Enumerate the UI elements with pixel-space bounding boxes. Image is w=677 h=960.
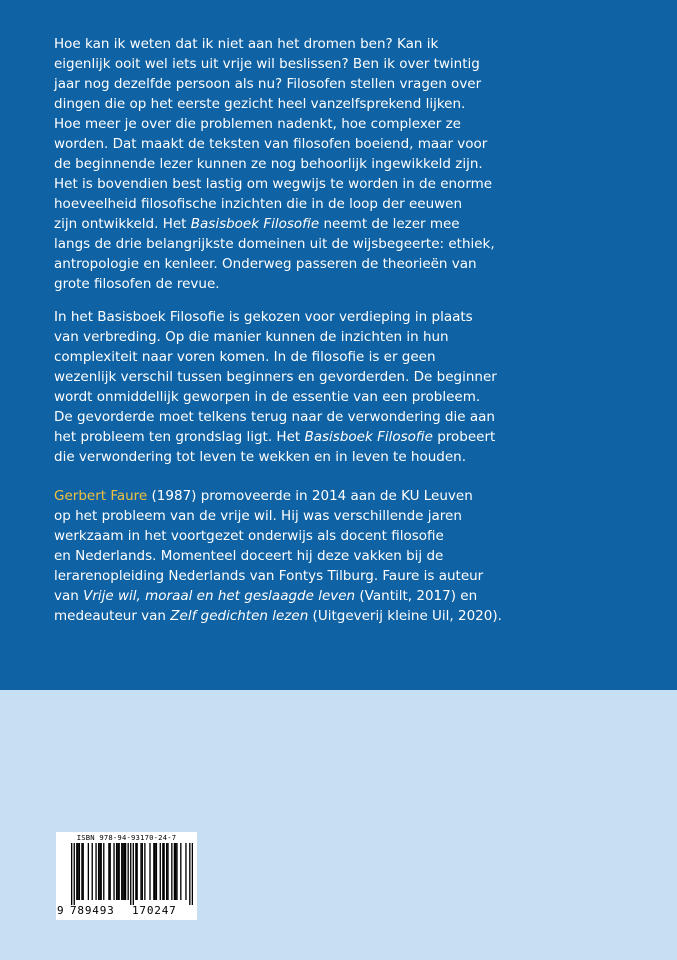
text-segment: de beginnende lezer kunnen ze nog behoorlijk ingewikkeld zijn. xyxy=(54,156,483,172)
text-segment: van verbreding. Op die manier kunnen de inzichten in hun xyxy=(54,329,449,345)
barcode-right-group: 170247 xyxy=(132,904,177,917)
text-segment: lerarenopleiding Nederlands van Fontys Tilburg. Faure is auteur xyxy=(54,568,484,584)
barcode-bar xyxy=(175,843,176,900)
barcode-bar xyxy=(81,843,82,900)
barcode-bar xyxy=(101,843,102,900)
barcode-bar xyxy=(136,843,137,900)
barcode-bar xyxy=(88,843,89,900)
text-line xyxy=(54,94,474,114)
barcode-bar xyxy=(125,843,126,900)
text-segment: (Vantilt, 2017) en xyxy=(355,588,478,604)
text-line xyxy=(54,214,474,234)
text-segment: het probleem ten grondslag ligt. Het xyxy=(54,429,305,445)
text-line xyxy=(54,274,474,294)
text-line xyxy=(54,194,474,214)
text-line xyxy=(54,586,478,606)
barcode-bar xyxy=(98,843,99,900)
barcode-guard-bar xyxy=(130,843,131,905)
isbn-barcode xyxy=(56,832,197,920)
text-line xyxy=(54,387,481,407)
barcode-bar xyxy=(176,843,177,900)
text-line xyxy=(54,254,477,274)
barcode-bar xyxy=(119,843,120,900)
text-segment: Hoe kan ik weten dat ik niet aan het dromen ben? Kan ik xyxy=(54,36,439,52)
barcode-bar xyxy=(124,843,125,900)
italic-title: Vrije wil, moraal en het geslaagde leven xyxy=(83,588,356,604)
barcode-bar xyxy=(162,843,163,900)
author-bio-paragraph xyxy=(54,486,502,626)
text-segment: van xyxy=(54,588,84,604)
barcode-bar xyxy=(77,843,78,900)
blurb-paragraph-1 xyxy=(54,34,495,294)
text-segment: In het Basisboek Filosofie is gekozen voor verdieping in plaats xyxy=(54,309,473,325)
barcode-bar xyxy=(135,843,136,900)
text-line xyxy=(54,307,474,327)
text-line xyxy=(54,526,474,546)
text-line xyxy=(54,606,502,626)
text-line xyxy=(54,427,496,447)
text-segment: worden. Dat maakt de teksten van filosofen boeiend, maar voor xyxy=(54,136,488,152)
italic-title: Zelf gedichten lezen xyxy=(170,608,309,624)
barcode-bar xyxy=(142,843,143,900)
barcode-left-group: 789493 xyxy=(70,904,115,917)
barcode-bar xyxy=(166,843,167,900)
text-segment: langs de drie belangrijkste domeinen uit de wijsbegeerte: ethiek, xyxy=(54,236,495,252)
barcode-bar xyxy=(128,843,129,900)
barcode-bar xyxy=(116,843,117,900)
text-line xyxy=(54,74,482,94)
text-segment: probeert xyxy=(432,429,496,445)
italic-title: Basisboek Filosofie xyxy=(190,216,320,232)
text-line xyxy=(54,114,474,134)
barcode-bar xyxy=(122,843,123,900)
author-bio-line xyxy=(54,486,474,506)
text-segment: jaar nog dezelfde persoon als nu? Filosofen stellen vragen over xyxy=(54,76,482,92)
text-segment: op het probleem van de vrije wil. Hij was verschillende jaren xyxy=(54,508,462,524)
barcode-bar xyxy=(174,843,175,900)
barcode-bar xyxy=(108,843,109,900)
text-segment: wordt onmiddellijk geworpen in de essentie van een probleem. xyxy=(54,389,481,405)
barcode-bar xyxy=(113,843,114,900)
text-line xyxy=(54,566,484,586)
barcode-bar xyxy=(83,843,84,900)
barcode-guard-bar xyxy=(71,843,72,905)
barcode-bar xyxy=(110,843,111,900)
italic-title: Basisboek Filosofie xyxy=(304,429,433,445)
barcode-bars xyxy=(60,843,193,905)
barcode-bar xyxy=(167,843,168,900)
text-segment: en Nederlands. Momenteel doceert hij deze vakken bij de xyxy=(54,548,444,564)
barcode-bar xyxy=(117,843,118,900)
blurb-paragraph-2 xyxy=(54,307,497,467)
barcode-bar xyxy=(163,843,164,900)
author-name: Gerbert Faure xyxy=(54,488,148,504)
text-segment: antropologie en kenleer. Onderweg passeren de theorieën van xyxy=(54,256,477,272)
text-segment: wezenlijk verschil tussen beginners en gevorderden. De beginner xyxy=(54,369,497,385)
text-line xyxy=(54,327,474,347)
barcode-guard-bar xyxy=(192,843,193,905)
barcode-bar xyxy=(103,843,104,900)
text-line xyxy=(54,407,495,427)
isbn-label: ISBN 978-94-93170-24-7 xyxy=(76,833,177,842)
barcode-bar xyxy=(79,843,80,900)
barcode-lead-digit: 9 xyxy=(57,904,64,917)
text-line xyxy=(54,154,483,174)
text-segment: (Uitgeverij kleine Uil, 2020). xyxy=(308,608,502,624)
text-line xyxy=(54,134,488,154)
barcode-bar xyxy=(156,843,157,900)
text-segment: (1987) promoveerde in 2014 aan de KU Leuven xyxy=(147,488,473,504)
barcode-bar xyxy=(160,843,161,900)
text-segment: eigenlijk ooit wel iets uit vrije wil beslissen? Ben ik over twintig xyxy=(54,56,480,72)
text-line xyxy=(54,234,495,254)
barcode-guard-bar xyxy=(133,843,134,905)
barcode-bar xyxy=(121,843,122,900)
text-line xyxy=(54,447,474,467)
barcode-bar xyxy=(76,843,77,900)
text-segment: werkzaam in het voortgezet onderwijs als docent filosofie xyxy=(54,528,444,544)
text-line xyxy=(54,174,493,194)
text-line xyxy=(54,367,497,387)
text-segment: dingen die op het eerste gezicht heel vanzelfsprekend lijken. xyxy=(54,96,466,112)
barcode-bar xyxy=(92,843,93,900)
text-line xyxy=(54,347,474,367)
text-segment: die verwondering tot leven te wekken en in leven te houden. xyxy=(54,449,467,465)
text-line xyxy=(54,34,474,54)
barcode-bar xyxy=(171,843,172,900)
barcode-bar xyxy=(140,843,141,900)
text-segment: De gevorderde moet telkens terug naar de verwondering die aan xyxy=(54,409,495,425)
text-line xyxy=(54,546,474,566)
barcode-bar xyxy=(144,843,145,900)
barcode-bar xyxy=(153,843,154,900)
barcode-guard-bar xyxy=(74,843,75,905)
barcode-bar xyxy=(95,843,96,900)
text-segment: neemt de lezer mee xyxy=(319,216,460,232)
text-line xyxy=(54,54,480,74)
text-line xyxy=(54,506,474,526)
barcode-bar xyxy=(180,843,181,900)
text-segment: complexiteit naar voren komen. In de filosofie is er geen xyxy=(54,349,436,365)
text-segment: zijn ontwikkeld. Het xyxy=(54,216,191,232)
barcode-guard-bar xyxy=(189,843,190,905)
text-segment: grote filosofen de revue. xyxy=(54,276,220,292)
text-segment: hoeveelheid filosofische inzichten die in de loop der eeuwen xyxy=(54,196,463,212)
barcode-bar xyxy=(99,843,100,900)
text-segment: medeauteur van xyxy=(54,608,171,624)
text-segment: Hoe meer je over die problemen nadenkt, hoe complexer ze xyxy=(54,116,461,132)
text-segment: Het is bovendien best lastig om wegwijs te worden in de enorme xyxy=(54,176,493,192)
barcode-bar xyxy=(149,843,150,900)
barcode-bar xyxy=(185,843,186,900)
barcode-bar xyxy=(154,843,155,900)
